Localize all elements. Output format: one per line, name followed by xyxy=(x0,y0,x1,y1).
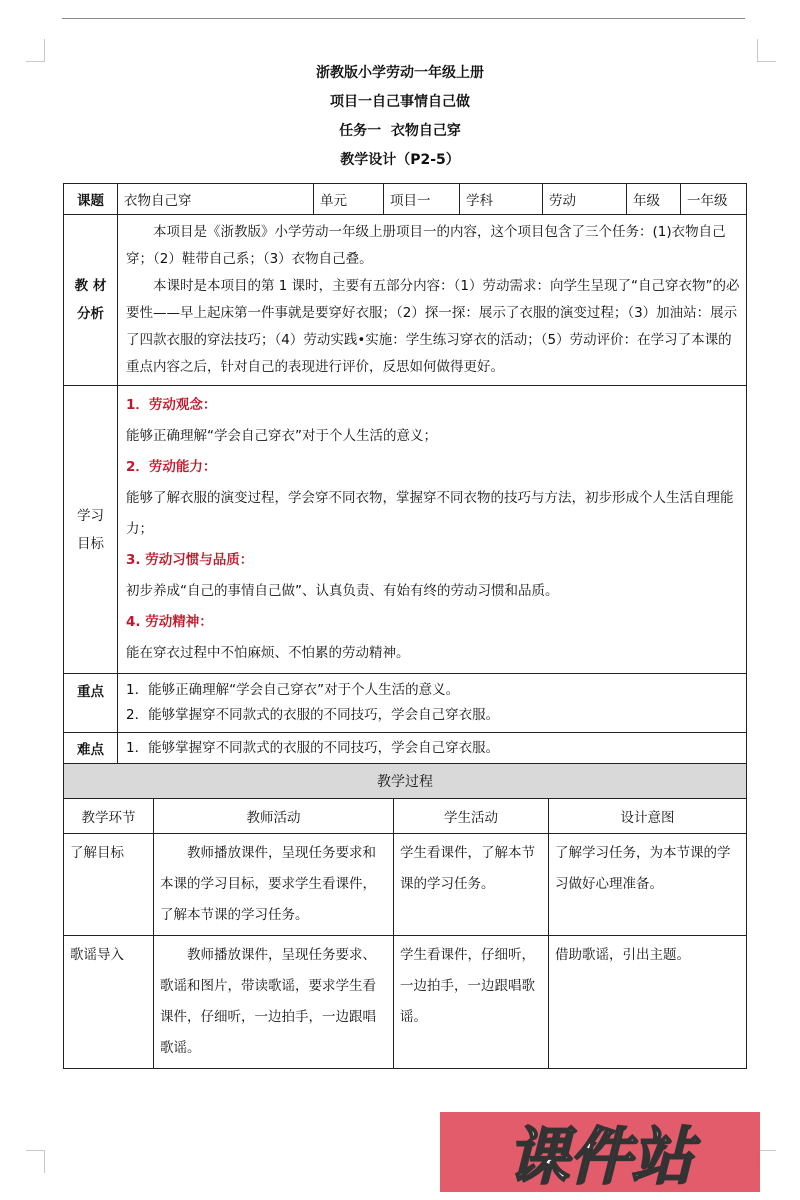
document-body xyxy=(63,183,746,1069)
header-intent: 设计意图 xyxy=(549,799,747,834)
document-title-block xyxy=(0,62,800,178)
goals-label: 学习 目标 xyxy=(64,386,118,674)
key-points xyxy=(118,674,747,733)
watermark-text: 课件站 xyxy=(506,1120,694,1192)
unit-label: 单元 xyxy=(314,184,384,215)
info-row-material xyxy=(64,215,747,386)
student-cell: 学生看课件，了解本节课的学习任务。 xyxy=(394,834,549,936)
subject-value: 劳动 xyxy=(543,184,627,215)
book-title: 浙教版小学劳动一年级上册 xyxy=(316,65,484,81)
intent-cell: 借助歌谣，引出主题。 xyxy=(549,936,747,1069)
header-teacher: 教师活动 xyxy=(154,799,394,834)
material-paragraph: 本课时是本项目的第 1 课时，主要有五部分内容：（1）劳动需求：向学生呈现了“自己穿衣物”的必要性——早上起床第一件事就是要穿好衣服；（2）探一探：展示了衣服的演变过程；（3）加油站：展示了四款衣服的穿法技巧；（4）劳动实践•实施：学生练习穿衣的活动；（5）劳动评价：在学习了本课的重点内容之后，针对自己的表现进行评价，反思如何做得更好。 xyxy=(126,278,740,375)
grade-value: 一年级 xyxy=(681,184,747,215)
difficulty-point: 1．能够掌握穿不同款式的衣服的不同技巧，学会自己穿衣服。 xyxy=(126,740,500,756)
project-title: 项目一自己事情自己做 xyxy=(330,94,470,110)
margin-corner-mark xyxy=(757,39,776,62)
goal-heading: 4. 劳动精神： xyxy=(126,614,213,630)
teaching-process-table xyxy=(63,763,747,1069)
difficulty-points xyxy=(118,733,747,764)
key-label: 重点 xyxy=(64,674,118,733)
intent-cell: 了解学习任务，为本节课的学习做好心理准备。 xyxy=(549,834,747,936)
course-label: 课题 xyxy=(64,184,118,215)
margin-corner-mark xyxy=(26,1150,45,1173)
process-banner: 教学过程 xyxy=(64,764,747,799)
lesson-info-table xyxy=(63,183,747,764)
watermark-stamp xyxy=(440,1112,760,1192)
goal-text: 能够正确理解“学会自己穿衣”对于个人生活的意义； xyxy=(126,428,437,444)
stage-cell: 了解目标 xyxy=(64,834,154,936)
info-row-difficulty xyxy=(64,733,747,764)
process-row xyxy=(64,936,747,1069)
unit-value: 项目一 xyxy=(384,184,460,215)
goal-heading: 1．劳动观念： xyxy=(126,397,217,413)
teacher-cell: 教师播放课件，呈现任务要求和本课的学习目标，要求学生看课件，了解本节课的学习任务。 xyxy=(154,834,394,936)
teacher-cell: 教师播放课件，呈现任务要求、歌谣和图片，带读歌谣，要求学生看课件，仔细听，一边拍手，一边跟唱歌谣。 xyxy=(154,936,394,1069)
material-paragraph: 本项目是《浙教版》小学劳动一年级上册项目一的内容，这个项目包含了三个任务：(1)衣物自己穿；（2）鞋带自己系；（3）衣物自己叠。 xyxy=(126,224,726,267)
header-student: 学生活动 xyxy=(394,799,549,834)
info-row-course xyxy=(64,184,747,215)
goal-heading: 2．劳动能力： xyxy=(126,459,217,475)
goal-heading: 3. 劳动习惯与品质： xyxy=(126,552,254,568)
grade-label: 年级 xyxy=(627,184,681,215)
goal-text: 能在穿衣过程中不怕麻烦、不怕累的劳动精神。 xyxy=(126,645,410,661)
process-header-row xyxy=(64,799,747,834)
info-row-goals xyxy=(64,386,747,674)
goal-text: 能够了解衣服的演变过程，学会穿不同衣物，掌握穿不同衣物的技巧与方法，初步形成个人生活自理能力； xyxy=(126,490,734,537)
stage-cell: 歌谣导入 xyxy=(64,936,154,1069)
subject-label: 学科 xyxy=(460,184,543,215)
material-label: 教 材 分析 xyxy=(64,215,118,386)
goal-text: 初步养成“自己的事情自己做”、认真负责、有始有终的劳动习惯和品质。 xyxy=(126,583,559,599)
difficulty-label: 难点 xyxy=(64,733,118,764)
design-title: 教学设计（P2-5） xyxy=(340,152,460,168)
header-stage: 教学环节 xyxy=(64,799,154,834)
material-analysis xyxy=(118,215,747,386)
course-value: 衣物自己穿 xyxy=(118,184,314,215)
student-cell: 学生看课件，仔细听，一边拍手，一边跟唱歌谣。 xyxy=(394,936,549,1069)
key-point: 1．能够正确理解“学会自己穿衣”对于个人生活的意义。 xyxy=(126,682,460,698)
process-row xyxy=(64,834,747,936)
page-top-rule xyxy=(62,18,745,19)
key-point: 2．能够掌握穿不同款式的衣服的不同技巧，学会自己穿衣服。 xyxy=(126,707,500,723)
learning-goals xyxy=(118,386,747,674)
info-row-key-points xyxy=(64,674,747,733)
margin-corner-mark xyxy=(26,39,45,62)
task-title: 任务一 衣物自己穿 xyxy=(339,123,461,139)
